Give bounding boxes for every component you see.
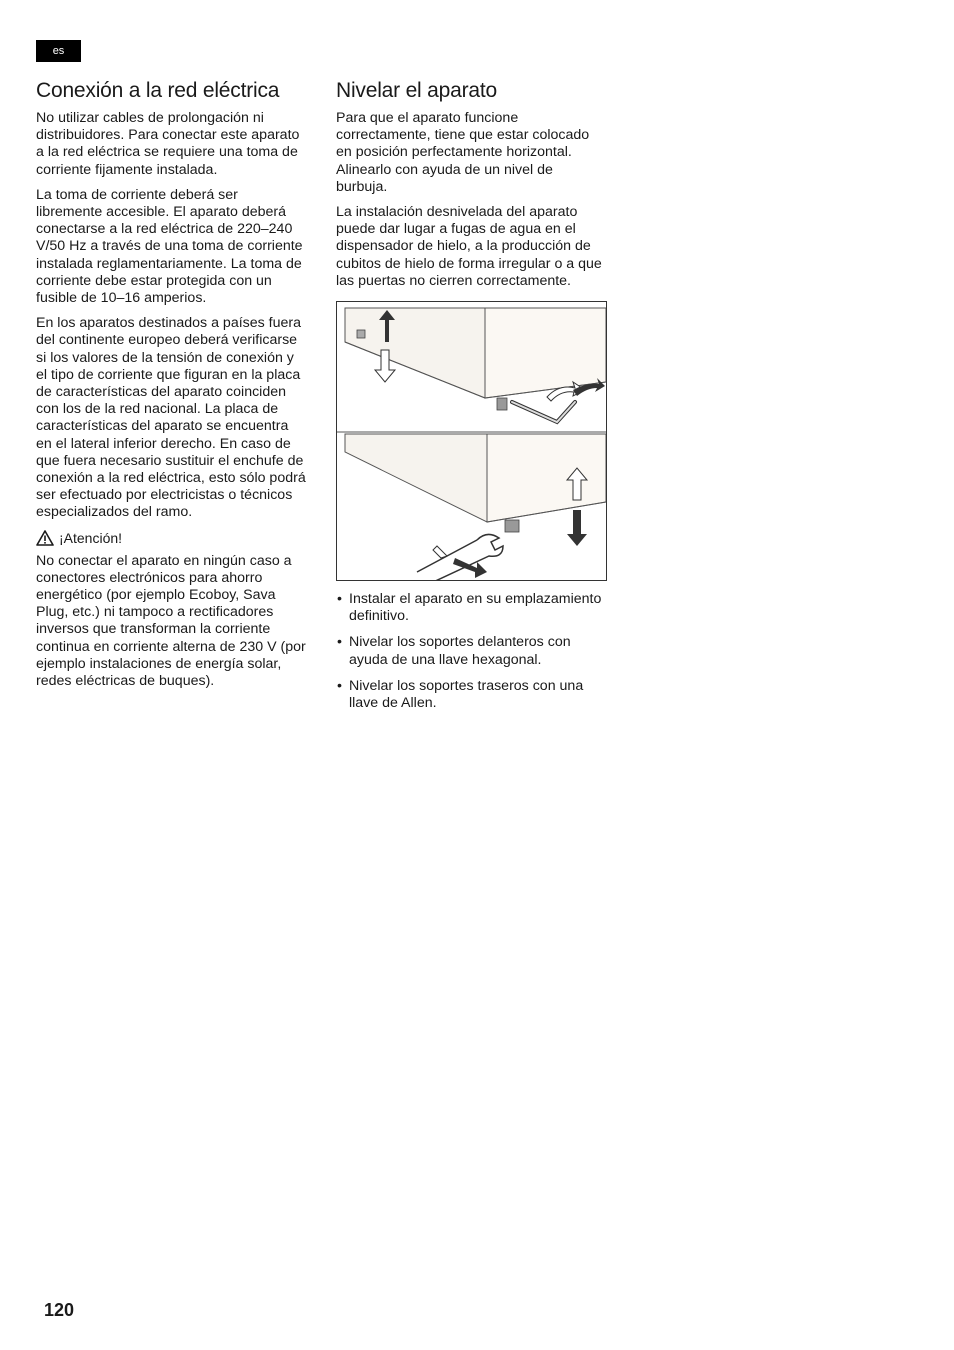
rotate-arrow-icon (433, 546, 447, 558)
warning-label: ¡Atención! (59, 529, 123, 546)
leveling-diagram-svg (337, 302, 606, 580)
instruction-list (336, 591, 608, 712)
paragraph: No utilizar cables de prolongación ni distribuidores. Para conectar este aparato a la red eléctrica se requiere una toma de corriente fijamente instalada. (36, 110, 300, 178)
warning-triangle-icon (36, 530, 54, 546)
warning-heading (36, 530, 308, 547)
paragraph: En los aparatos destinados a países fuera del continente europeo deberá verificarse si los valores de la tensión de conexión y el tipo de corriente que figuran en la placa de características del aparato coinciden con los de la red nacional. La placa de características del aparato se encuentra en el lateral inferior derecho. En caso de que fuera necesario sustituir el enchufe de conexión a la red eléctrica, esto sólo podrá ser efectuado por electricistas o técnicos especializados del ramo. (36, 315, 306, 521)
list-item: • Instalar el aparato en su emplazamiento definitivo. (336, 591, 608, 625)
paragraph: Para que el aparato funcione correctamente, tiene que estar colocado en posición perfectamente horizontal. Alinearlo con ayuda de un nivel de burbuja. (336, 110, 590, 195)
rotate-arrow-icon (453, 558, 487, 578)
rear-feet-panel (345, 308, 606, 422)
page-number: 120 (44, 1300, 75, 1320)
leveling-illustration (336, 301, 607, 581)
left-column (36, 80, 308, 698)
paragraph: La instalación desnivelada del aparato puede dar lugar a fugas de agua en el dispensador de hielo, a la producción de cubitos de hielo de forma irregular o a que las puertas no cierren correctamente. (336, 204, 602, 289)
foot-icon (497, 398, 507, 410)
warning-text: No conectar el aparato en ningún caso a conectores electrónicos para ahorro energético (por ejemplo Ecoboy, Sava Plug, etc.) ni tampoco a rectificadores inversos que transforman la corriente continua en corriente alterna de 230 V (por ejemplo instalaciones de energía solar, redes eléctricas de buques). (36, 552, 306, 690)
right-column (336, 80, 608, 721)
paragraph: La toma de corriente deberá ser libremente accesible. El aparato deberá conectarse a la red eléctrica de 220–240 V/50 Hz a través de una toma de corriente instalada reglamentariamente. La toma de corriente debe estar protegida con un fusible de 10–16 amperios. (36, 186, 303, 307)
list-item: • Nivelar los soportes traseros con una llave de Allen. (336, 678, 608, 712)
arrow-down-icon (567, 510, 587, 546)
section-title-electrical-connection: Conexión a la red eléctrica (36, 79, 280, 102)
foot-icon (505, 520, 519, 532)
foot-icon (357, 330, 365, 338)
list-item: • Nivelar los soportes delanteros con ayuda de una llave hexagonal. (336, 634, 608, 668)
section-title-leveling: Nivelar el aparato (336, 79, 497, 102)
language-tab: es (36, 40, 81, 62)
wrench-icon (417, 534, 503, 580)
front-feet-panel (345, 434, 606, 580)
